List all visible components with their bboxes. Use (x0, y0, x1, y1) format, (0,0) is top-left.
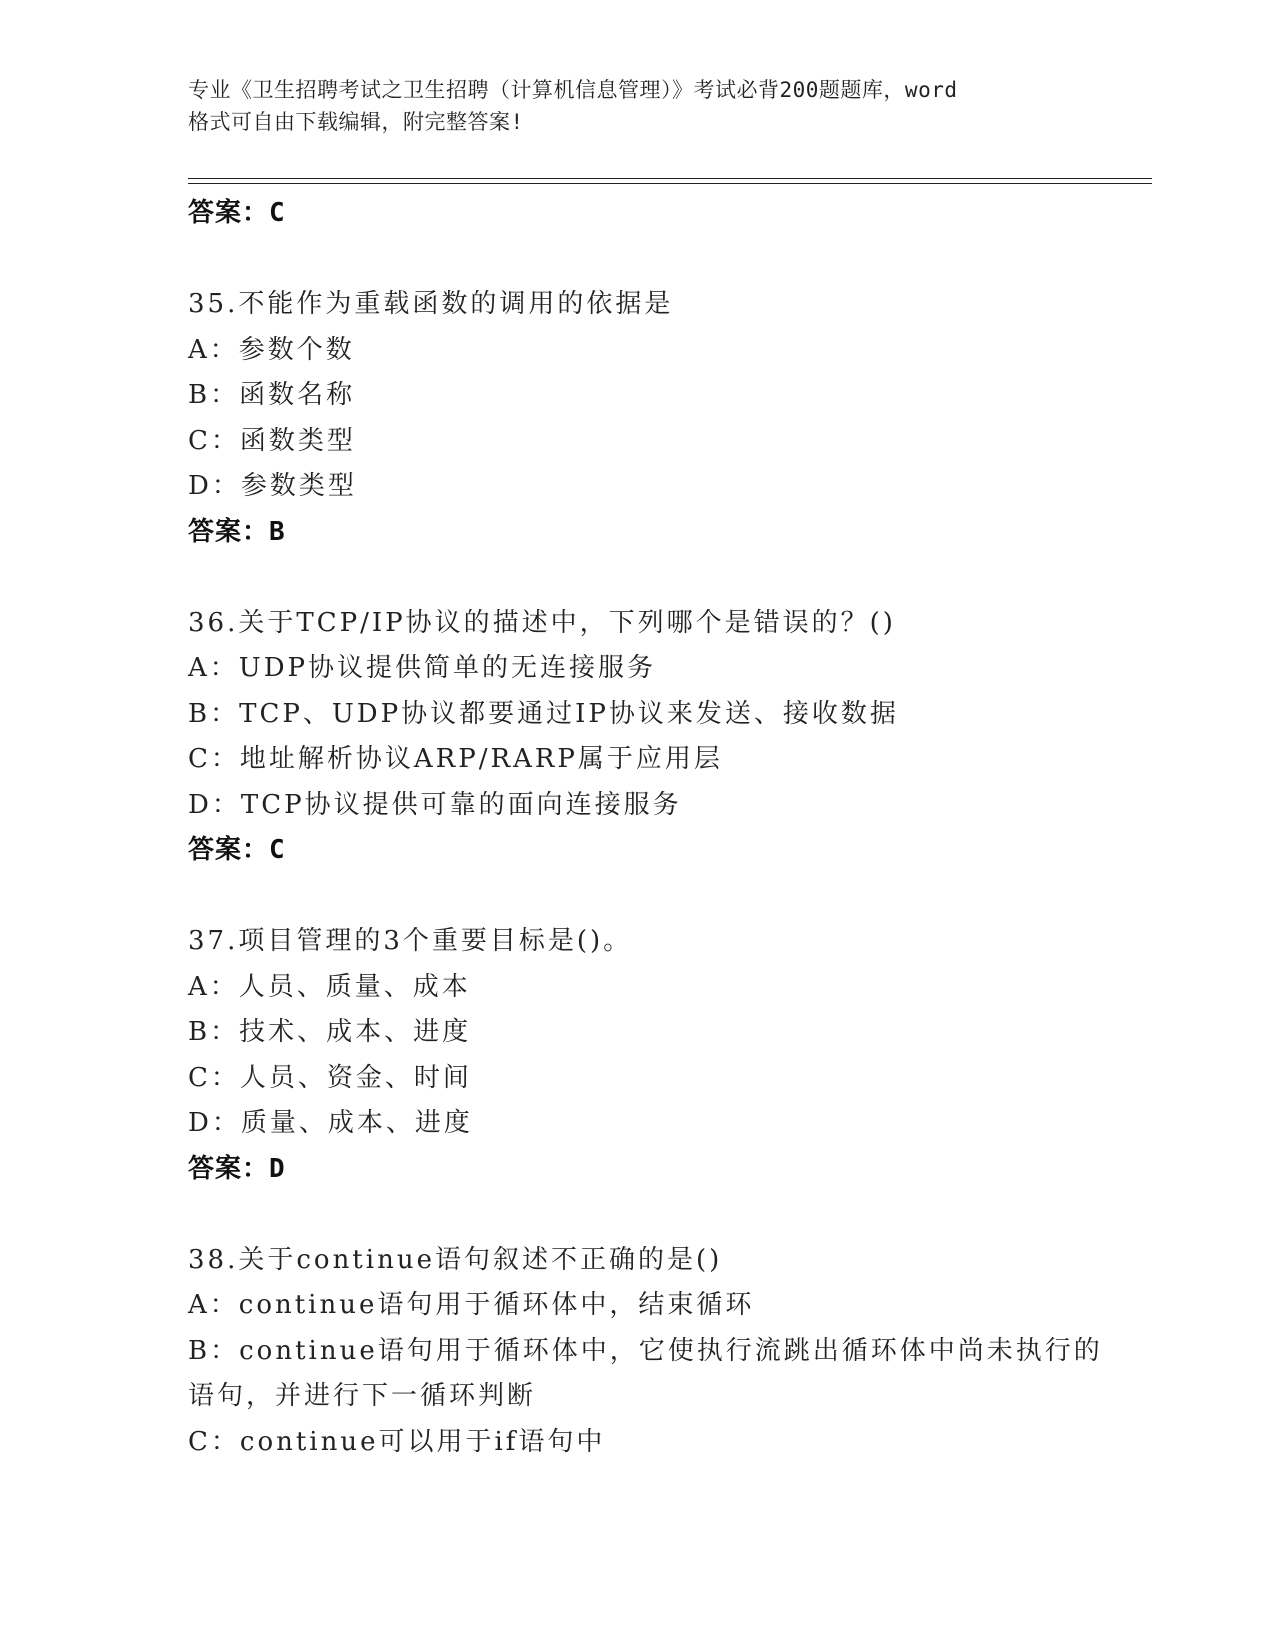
question-text: 37.项目管理的3个重要目标是()。 (188, 926, 633, 956)
answer: 答案：C (188, 835, 286, 865)
option-c: C：continue可以用于if语句中 (188, 1426, 606, 1457)
option-d: D：参数类型 (188, 471, 357, 501)
spacer (188, 1192, 1088, 1238)
header-rule-top (188, 178, 1152, 179)
option-a: A：人员、质量、成本 (188, 971, 471, 1002)
header-rule-bottom (188, 183, 1152, 184)
document-header (188, 74, 1088, 138)
question-block-35 (188, 282, 1088, 555)
answer: 答案：D (188, 1153, 286, 1184)
question-text: 38.关于continue语句叙述不正确的是() (188, 1244, 723, 1275)
answer-34: 答案：C (188, 198, 286, 228)
option-b: B：continue语句用于循环体中，它使执行流跳出循环体中尚未执行的 (188, 1335, 1103, 1366)
option-c: C：函数类型 (188, 425, 356, 456)
question-block-38 (188, 1238, 1103, 1466)
spacer (188, 555, 1088, 601)
option-a: A：UDP协议提供简单的无连接服务 (188, 653, 657, 683)
option-d: D：质量、成本、进度 (188, 1108, 473, 1138)
question-text: 36.关于TCP/IP协议的描述中，下列哪个是错误的？() (188, 607, 896, 638)
option-b: B：TCP、UDP协议都要通过IP协议来发送、接收数据 (188, 698, 899, 729)
header-line-2: 格式可自由下载编辑，附完整答案! (188, 110, 524, 134)
answer: 答案：B (188, 516, 286, 547)
option-c: C：人员、资金、时间 (188, 1062, 472, 1093)
spacer (188, 874, 1088, 920)
option-d: D：TCP协议提供可靠的面向连接服务 (188, 789, 682, 820)
question-block-36 (188, 601, 1088, 874)
option-a: A：参数个数 (188, 334, 355, 365)
option-b: B：函数名称 (188, 380, 356, 410)
question-content (188, 191, 1103, 1465)
question-text: 35.不能作为重载函数的调用的依据是 (188, 289, 674, 319)
question-block-37 (188, 919, 1088, 1192)
option-b-continued: 语句，并进行下一循环判断 (188, 1381, 537, 1411)
header-line-1: 专业《卫生招聘考试之卫生招聘（计算机信息管理）》考试必背200题题库，word (188, 78, 958, 102)
option-a: A：continue语句用于循环体中，结束循环 (188, 1290, 755, 1320)
option-b: B：技术、成本、进度 (188, 1017, 472, 1047)
option-c: C：地址解析协议ARP/RARP属于应用层 (188, 744, 723, 774)
spacer (188, 237, 1088, 283)
